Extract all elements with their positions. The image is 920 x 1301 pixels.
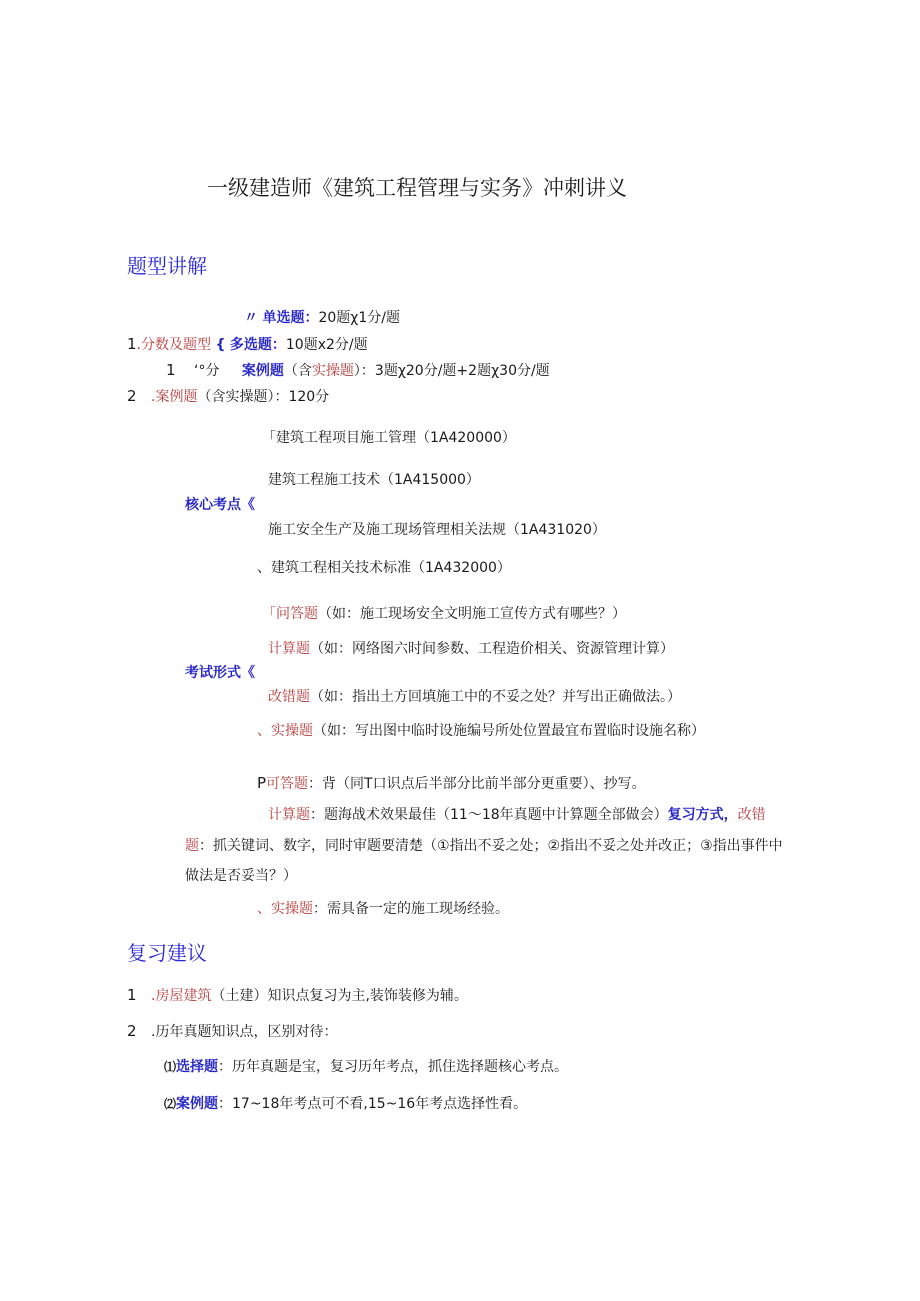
form-item-pre: 「 (262, 606, 276, 622)
item-1-label: .分数及题型 (136, 337, 211, 353)
review-line-5-name: 实操题 (271, 901, 313, 917)
score-case-line (166, 360, 550, 381)
advice-sub-1-number: ⑴ (164, 1060, 177, 1074)
form-item (257, 721, 705, 741)
single-choice-text: 20题χ1分/题 (318, 310, 400, 326)
form-item-text: （如：指出土方回填施工中的不妥之处？并写出正确做法。） (310, 689, 681, 705)
review-line-3 (185, 836, 783, 856)
single-choice-label: 单选题： (262, 310, 319, 326)
item-2-label: .案例题 (151, 389, 198, 405)
review-line-3-text: ：抓关键词、数字，同时审题要清楚（①指出不妥之处；②指出不妥之处并改正；③指出事件中 (199, 838, 783, 854)
multi-choice-text: 10题x2分/题 (285, 337, 368, 353)
review-line-2-name: 计算题 (268, 807, 310, 823)
exam-form-label: 考试形式《 (185, 665, 255, 681)
advice-item-1-text: （土建）知识点复习为主,装饰装修为辅。 (211, 988, 468, 1004)
core-item: 建筑工程施工技术（1A415000） (268, 472, 480, 488)
form-item-text: （如：施工现场安全文明施工宣传方式有哪些？） (318, 606, 626, 622)
review-line-2 (268, 805, 766, 825)
case-pre-1: 1 (166, 361, 176, 379)
form-item (268, 687, 681, 707)
item-1-number: 1 (127, 335, 137, 353)
item-2-text: （含实操题）：120分 (197, 389, 330, 405)
core-item: 施工安全生产及施工现场管理相关法规（1A431020） (268, 522, 606, 538)
advice-item-2-text: .历年真题知识点，区别对待： (151, 1024, 338, 1040)
case-shicao: 实操题 (311, 363, 354, 379)
review-line-5-pre: 、 (257, 901, 271, 917)
single-prefix: 〃 (244, 310, 258, 326)
advice-item-1-red: .房屋建筑 (151, 988, 212, 1004)
case-pre-2: ‘°分 (194, 363, 220, 379)
advice-item-2-number: 2 (127, 1022, 137, 1040)
advice-item-1 (127, 985, 468, 1006)
item-2-number: 2 (127, 387, 137, 405)
section-heading-question-types: 题型讲解 (127, 254, 207, 278)
form-item-name: 实操题 (271, 723, 313, 739)
multi-prefix: { (215, 337, 226, 353)
form-item-pre: 、 (257, 723, 271, 739)
case-text: ）：3题χ20分/题+2题χ30分/题 (353, 363, 550, 379)
advice-sub-2-text: ：17~18年考点可不看,15~16年考点选择性看。 (218, 1096, 528, 1112)
score-item-1-line (127, 334, 368, 355)
advice-sub-1-text: ：历年真题是宝，复习历年考点，抓住选择题核心考点。 (218, 1059, 569, 1075)
advice-sub-2-number: ⑵ (164, 1097, 177, 1111)
review-method-label: 复习方式， (667, 807, 738, 823)
advice-sub-1-label: 选择题 (176, 1059, 219, 1075)
advice-sub-2-label: 案例题 (176, 1096, 219, 1112)
form-item (268, 639, 674, 659)
review-line-4: 做法是否妥当？） (185, 868, 297, 884)
review-line-5 (257, 899, 509, 919)
review-line-1-text: ：背（同T口识点后半部分比前半部分更重要）、抄写。 (308, 776, 646, 792)
form-item (262, 604, 626, 624)
case-label: 案例题 (241, 363, 284, 379)
review-line-2-tail: 改错 (737, 807, 766, 823)
advice-item-1-number: 1 (127, 986, 137, 1004)
review-line-2-text: ：题海战术效果最佳（11〜18年真题中计算题全部做会） (310, 807, 668, 823)
core-item: 「建筑工程项目施工管理（1A420000） (262, 430, 516, 446)
form-item-name: 改错题 (268, 689, 310, 705)
review-line-1-pre: P (257, 774, 267, 792)
review-line-3-name: 题 (185, 838, 199, 854)
advice-sub-1 (164, 1057, 568, 1077)
form-item-text: （如：写出图中临时设施编号所处位置最宜布置临时设施名称） (313, 723, 705, 739)
form-item-name: 计算题 (268, 641, 310, 657)
form-item-text: （如：网络图六时间参数、工程造价相关、资源管理计算） (310, 641, 674, 657)
advice-sub-2 (164, 1094, 527, 1114)
multi-choice-label: 多选题： (229, 337, 286, 353)
case-open: （含 (283, 363, 312, 379)
review-line-5-text: ：需具备一定的施工现场经验。 (313, 901, 509, 917)
score-item-2-line (127, 386, 329, 407)
core-points-label: 核心考点《 (185, 497, 255, 513)
advice-item-2 (127, 1021, 337, 1042)
document-title: 一级建造师《建筑工程管理与实务》冲刺讲义 (207, 176, 627, 200)
core-item: 、建筑工程相关技术标准（1A432000） (257, 560, 511, 576)
review-line-1 (257, 773, 646, 794)
section-heading-review-advice: 复习建议 (127, 941, 207, 965)
score-single-choice-line (244, 308, 400, 328)
review-line-1-name: 可答题 (266, 776, 309, 792)
form-item-name: 问答题 (276, 606, 318, 622)
